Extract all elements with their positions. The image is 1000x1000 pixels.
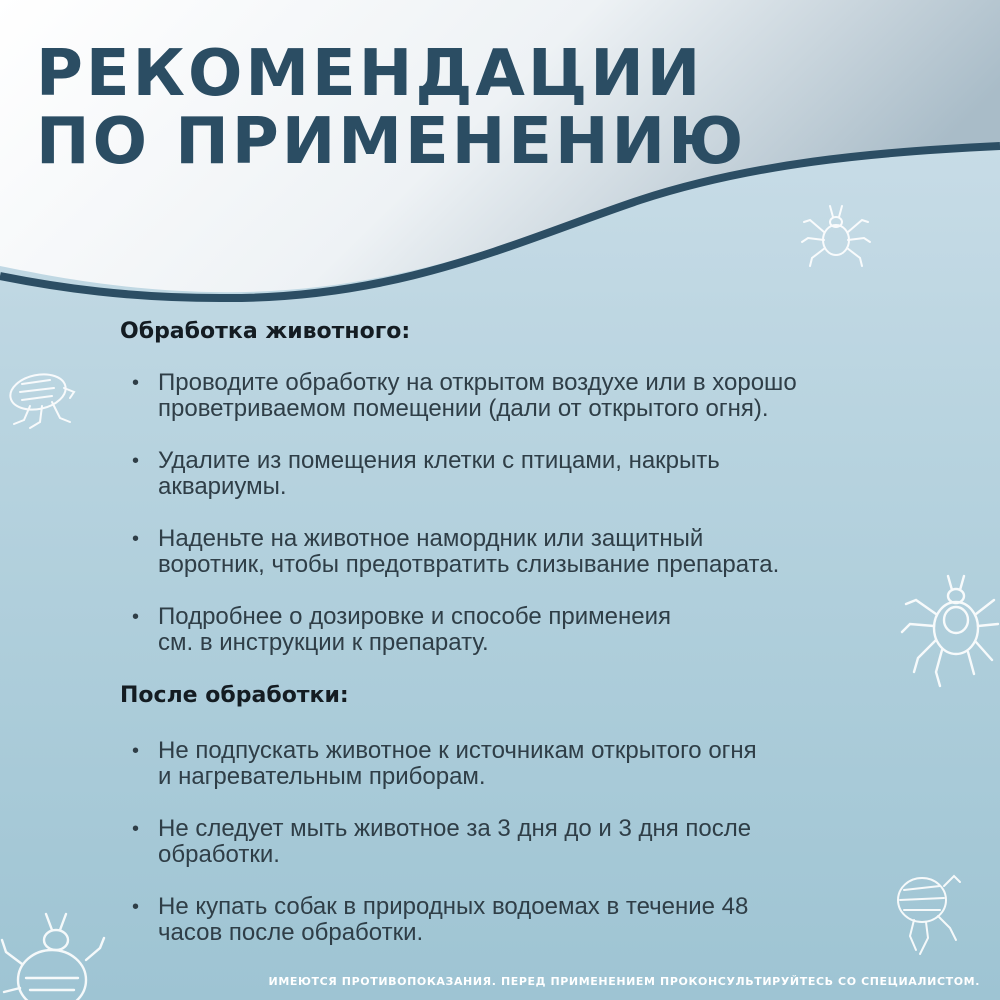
flea-icon xyxy=(0,362,80,432)
item-line: часов после обработки. xyxy=(158,919,424,946)
item-line: Наденьте на животное намордник или защитный xyxy=(158,525,704,552)
tick-icon xyxy=(800,200,872,272)
recommendations-content xyxy=(120,316,940,946)
bullet-list xyxy=(120,370,940,656)
section-animal-treatment xyxy=(120,316,940,656)
list-item xyxy=(120,738,940,790)
item-line: Проводите обработку на открытом воздухе или в хорошо xyxy=(158,369,797,396)
item-line: аквариумы. xyxy=(158,473,287,500)
list-item xyxy=(120,448,940,500)
list-item xyxy=(120,604,940,656)
section-after-treatment xyxy=(120,680,940,946)
list-item xyxy=(120,816,940,868)
title-line-1: РЕКОМЕНДАЦИИ xyxy=(36,37,704,111)
section-heading: Обработка животного: xyxy=(120,319,411,344)
item-line: Не подпускать животное к источникам открытого огня xyxy=(158,737,757,764)
item-line: Не следует мыть животное за 3 дня до и 3 дня после xyxy=(158,815,752,842)
item-line: Подробнее о дозировке и способе применеия xyxy=(158,603,671,630)
item-line: воротник, чтобы предотвратить слизывание препарата. xyxy=(158,551,780,578)
section-heading: После обработки: xyxy=(120,683,349,708)
title-line-2: ПО ПРИМЕНЕНИЮ xyxy=(36,105,747,179)
item-line: Не купать собак в природных водоемах в течение 48 xyxy=(158,893,749,920)
item-line: см. в инструкции к препарату. xyxy=(158,629,489,656)
item-line: Удалите из помещения клетки с птицами, накрыть xyxy=(158,447,720,474)
page-title xyxy=(36,37,747,179)
list-item xyxy=(120,894,940,946)
list-item xyxy=(120,526,940,578)
bullet-list xyxy=(120,738,940,946)
disclaimer-text: ИМЕЮТСЯ ПРОТИВОПОКАЗАНИЯ. ПЕРЕД ПРИМЕНЕНИЕМ ПРОКОНСУЛЬТИРУЙТЕСЬ СО СПЕЦИАЛИСТОМ. xyxy=(268,975,980,988)
item-line: и нагревательным приборам. xyxy=(158,763,486,790)
item-line: проветриваемом помещении (дали от открытого огня). xyxy=(158,395,769,422)
list-item xyxy=(120,370,940,422)
bedbug-icon xyxy=(0,908,110,1000)
item-line: обработки. xyxy=(158,841,280,868)
